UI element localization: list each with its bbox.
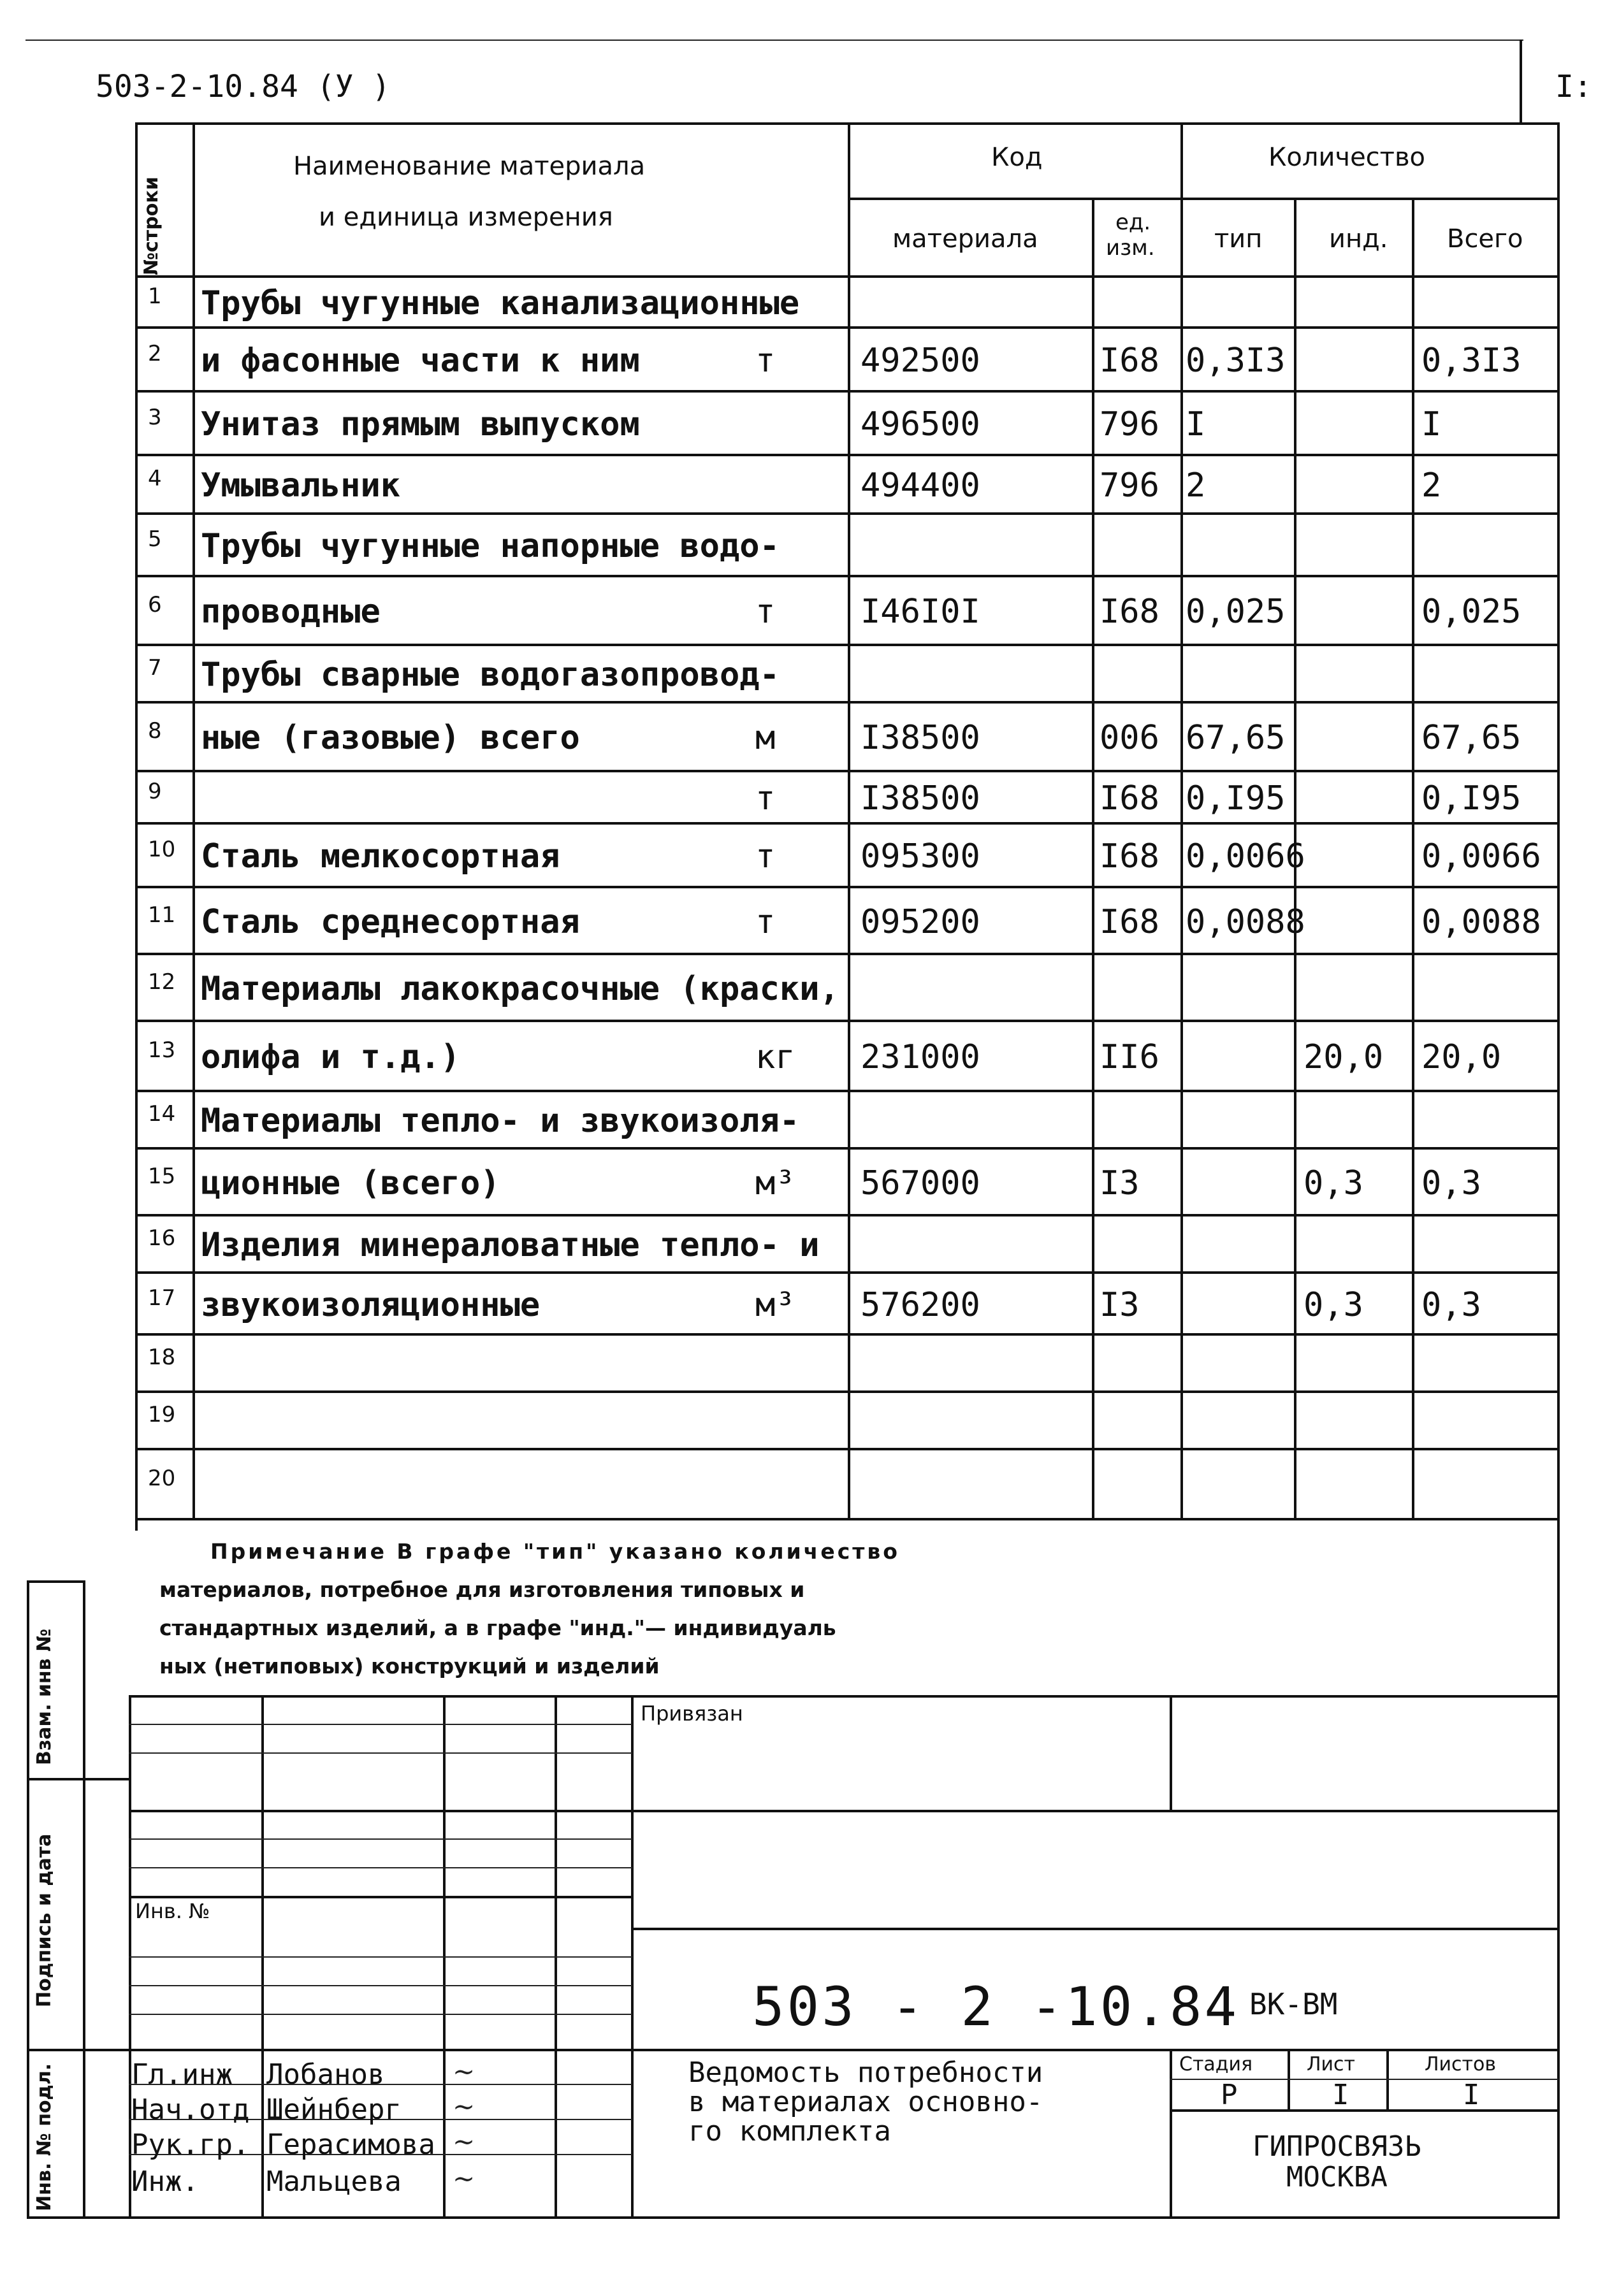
signatory-name: Герасимова xyxy=(266,2128,435,2161)
cell-name: проводные xyxy=(201,593,381,631)
cell-unit: м xyxy=(755,719,776,757)
cell-uom: II6 xyxy=(1100,1038,1159,1076)
stamp-line-top xyxy=(129,1695,1560,1698)
signatory-name: Мальцева xyxy=(266,2165,402,2198)
row-line xyxy=(135,701,1560,704)
sheet-value: I xyxy=(1332,2079,1349,2111)
top-border xyxy=(25,40,1523,41)
header-mid-line xyxy=(848,198,1560,200)
cell-total: 0,3I3 xyxy=(1421,342,1521,380)
side-strip-top xyxy=(27,1580,84,1583)
header-material: материала xyxy=(892,224,1038,254)
cell-uom: I3 xyxy=(1100,1285,1140,1324)
cell-uom: I68 xyxy=(1100,779,1159,818)
col-divider-uom xyxy=(1180,122,1183,1518)
header-row-number: №строки xyxy=(140,177,163,275)
side-label-signature-date: Подпись и дата xyxy=(33,1833,55,2007)
header-bottom-line xyxy=(135,275,1560,278)
stamp-document-code: 503 - 2 -10.84 xyxy=(752,1975,1240,2038)
cell-uom: I3 xyxy=(1100,1164,1140,1202)
table-right-border xyxy=(1557,122,1560,2219)
cell-unit: т xyxy=(755,837,776,876)
row-number: 9 xyxy=(148,779,162,804)
cell-total: 0,0066 xyxy=(1421,837,1541,876)
row-number: 3 xyxy=(148,405,162,430)
row-number: 8 xyxy=(148,718,162,744)
cell-code: 095300 xyxy=(860,837,980,876)
cell-type: I xyxy=(1186,405,1206,444)
row-line xyxy=(135,770,1560,772)
document-code-top: 503-2-10.84 (У ) xyxy=(96,69,391,105)
row-line xyxy=(135,1147,1560,1150)
cell-code: 095200 xyxy=(860,902,980,941)
cell-uom: I68 xyxy=(1100,593,1159,631)
cell-name: Трубы чугунные канализационные xyxy=(201,284,800,322)
row-line xyxy=(135,390,1560,393)
cell-total: 0,0088 xyxy=(1421,902,1541,941)
cell-total: 0,3 xyxy=(1421,1285,1481,1324)
side-strip-sep-2 xyxy=(27,2049,129,2051)
note-line-2: материалов, потребное для изготовления типовых и xyxy=(159,1577,805,1602)
cell-type: 0,0088 xyxy=(1186,902,1305,941)
row-line xyxy=(135,512,1560,515)
row-number: 2 xyxy=(148,341,162,366)
cell-code: 231000 xyxy=(860,1038,980,1076)
col-divider-rowno xyxy=(192,122,195,1518)
cell-uom: I68 xyxy=(1100,342,1159,380)
cell-total: 67,65 xyxy=(1421,719,1521,757)
row-line xyxy=(135,1214,1560,1217)
cell-total: 0,025 xyxy=(1421,593,1521,631)
cell-uom: I68 xyxy=(1100,837,1159,876)
cell-unit: т xyxy=(755,593,776,631)
cell-name: Трубы чугунные напорные водо- xyxy=(201,527,780,565)
cell-code: I38500 xyxy=(860,719,980,757)
row-number: 18 xyxy=(148,1345,176,1370)
cell-name: звукоизоляционные xyxy=(201,1285,541,1324)
cell-name: ные (газовые) всего xyxy=(201,719,580,757)
organization-line-1: ГИПРОСВЯЗЬ xyxy=(1252,2130,1421,2163)
row-line xyxy=(135,1518,1560,1520)
row-number: 11 xyxy=(148,902,176,928)
stamp-line-b xyxy=(129,1752,632,1754)
cell-unit: м³ xyxy=(755,1285,795,1324)
cell-type: 2 xyxy=(1186,466,1206,505)
organization xyxy=(1252,2132,1421,2193)
cell-name: Унитаз прямым выпуском xyxy=(201,405,640,444)
cell-uom: I68 xyxy=(1100,902,1159,941)
cell-code: I38500 xyxy=(860,779,980,818)
note-line-4: ных (нетиповых) конструкций и изделий xyxy=(159,1654,660,1679)
side-strip-left xyxy=(27,1580,29,2218)
cell-type: 0,0066 xyxy=(1186,837,1305,876)
cell-type: 0,I95 xyxy=(1186,779,1286,818)
signatory-role: Нач.отд xyxy=(131,2093,250,2126)
stamp-line-a xyxy=(129,1724,632,1725)
stamp-title xyxy=(688,2058,1043,2147)
signatory-name: Лобанов xyxy=(266,2058,385,2091)
row-number: 20 xyxy=(148,1466,176,1491)
row-number: 17 xyxy=(148,1285,176,1311)
row-line xyxy=(135,1448,1560,1450)
sheets-label: Листов xyxy=(1425,2053,1497,2076)
side-label-replaced-inv: Взам. инв № xyxy=(33,1628,55,1765)
cell-uom: 796 xyxy=(1100,466,1159,505)
col-divider-name xyxy=(848,122,850,1518)
cell-ind: 20,0 xyxy=(1303,1038,1384,1076)
table-left-border xyxy=(135,122,138,1531)
cell-name: олифа и т.д.) xyxy=(201,1038,460,1076)
header-type: тип xyxy=(1214,224,1263,254)
cell-type: 0,3I3 xyxy=(1186,342,1286,380)
row-line xyxy=(135,1390,1560,1393)
cell-code: 496500 xyxy=(860,405,980,444)
page-corner-number: I: xyxy=(1555,69,1592,105)
row-line xyxy=(135,953,1560,955)
stamp-line-c xyxy=(129,1810,1560,1812)
row-line xyxy=(135,1090,1560,1092)
signatory-role: Инж. xyxy=(131,2165,199,2198)
stamp-line-j xyxy=(129,2014,632,2015)
signature-mark: ~ xyxy=(453,2126,476,2157)
row-number: 6 xyxy=(148,592,162,617)
stamp-title-line-1: Ведомость потребности xyxy=(688,2056,1043,2089)
cell-total: 0,3 xyxy=(1421,1164,1481,1202)
header-top-line xyxy=(135,122,1560,125)
row-number: 15 xyxy=(148,1163,176,1189)
row-line xyxy=(135,326,1560,329)
cell-type: 67,65 xyxy=(1186,719,1286,757)
row-line xyxy=(135,1271,1560,1274)
row-line xyxy=(135,1020,1560,1022)
header-ind: инд. xyxy=(1329,224,1388,254)
stamp-line-i xyxy=(129,1985,632,1986)
cell-unit: т xyxy=(755,902,776,941)
cell-name: Материалы тепло- и звукоизоля- xyxy=(201,1102,800,1140)
side-strip-sep-1 xyxy=(27,1778,129,1780)
stamp-line-g xyxy=(631,1928,1560,1930)
stamp-title-line-3: го комплекта xyxy=(688,2115,891,2148)
privyazan-label: Привязан xyxy=(641,1701,743,1726)
row-line xyxy=(135,644,1560,646)
cell-name: Сталь мелкосортная xyxy=(201,837,560,876)
row-number: 14 xyxy=(148,1101,176,1127)
organization-line-2: МОСКВА xyxy=(1286,2161,1388,2194)
cell-code: 576200 xyxy=(860,1285,980,1324)
stamp-line-d xyxy=(129,1838,632,1840)
cell-code: 492500 xyxy=(860,342,980,380)
row-number: 1 xyxy=(148,284,162,309)
stage-box-left xyxy=(1170,2049,1172,2218)
cell-name: Трубы сварные водогазопровод- xyxy=(201,656,780,694)
signature-mark: ~ xyxy=(453,2056,476,2087)
header-name-line1: Наименование материала xyxy=(293,152,646,181)
cell-name: Материалы лакокрасочные (краски, xyxy=(201,969,839,1008)
cell-name: и фасонные части к ним xyxy=(201,342,640,380)
cell-ind: 0,3 xyxy=(1303,1164,1363,1202)
cell-code: I46I0I xyxy=(860,593,980,631)
header-name-line2: и единица измерения xyxy=(319,203,613,232)
stamp-line-h xyxy=(129,1956,632,1958)
header-code: Код xyxy=(991,143,1043,172)
header-total: Всего xyxy=(1447,224,1523,254)
row-number: 12 xyxy=(148,969,176,995)
cell-name: ционные (всего) xyxy=(201,1164,500,1202)
row-number: 13 xyxy=(148,1037,176,1063)
signatory-role: Рук.гр. xyxy=(131,2128,250,2161)
stamp-line-bottom xyxy=(27,2216,1560,2219)
cell-total: I xyxy=(1421,405,1442,444)
cell-code: 567000 xyxy=(860,1164,980,1202)
stamp-line-f xyxy=(129,1896,632,1898)
cell-total: 20,0 xyxy=(1421,1038,1502,1076)
row-number: 10 xyxy=(148,837,176,862)
sheets-value: I xyxy=(1463,2079,1480,2111)
stamp-document-suffix: ВК-ВМ xyxy=(1249,1987,1338,2021)
side-strip-right xyxy=(83,1580,85,2218)
stamp-col-privyazan xyxy=(1170,1695,1172,1810)
stamp-line-e xyxy=(129,1867,632,1868)
signatory-name: Шейнберг xyxy=(266,2093,402,2126)
stamp-title-line-2: в материалах основно- xyxy=(688,2086,1043,2119)
stamp-line-k xyxy=(129,2049,1560,2051)
cell-uom: 006 xyxy=(1100,719,1159,757)
col-divider-ind xyxy=(1412,198,1414,1518)
col-divider-code xyxy=(1092,198,1094,1518)
row-line xyxy=(135,575,1560,577)
cell-uom: 796 xyxy=(1100,405,1159,444)
cell-type: 0,025 xyxy=(1186,593,1286,631)
cell-total: 0,I95 xyxy=(1421,779,1521,818)
row-number: 4 xyxy=(148,466,162,491)
row-number: 19 xyxy=(148,1402,176,1427)
cell-name: Сталь среднесортная xyxy=(201,902,580,941)
sheet-label: Лист xyxy=(1307,2053,1356,2076)
row-line xyxy=(135,886,1560,888)
stage-label: Стадия xyxy=(1179,2053,1253,2076)
cell-unit: т xyxy=(755,342,776,380)
corner-divider xyxy=(1520,40,1522,122)
cell-total: 2 xyxy=(1421,466,1442,505)
row-number: 16 xyxy=(148,1225,176,1251)
stage-value: Р xyxy=(1221,2079,1238,2111)
row-line xyxy=(135,454,1560,456)
cell-name: Изделия минераловатные тепло- и xyxy=(201,1226,820,1264)
cell-unit: кг xyxy=(755,1038,795,1076)
cell-unit: м³ xyxy=(755,1164,795,1202)
side-label-original-inv: Инв. № подл. xyxy=(33,2063,55,2211)
signature-mark: ~ xyxy=(453,2091,476,2122)
cell-ind: 0,3 xyxy=(1303,1285,1363,1324)
cell-unit: т xyxy=(755,779,776,818)
cell-name: Умывальник xyxy=(201,466,401,505)
signatory-role: Гл.инж xyxy=(131,2058,233,2091)
note-line-3: стандартных изделий, а в графе "инд."— индивидуаль xyxy=(159,1615,836,1640)
signature-mark: ~ xyxy=(453,2163,476,2194)
header-quantity: Количество xyxy=(1268,143,1426,172)
row-line xyxy=(135,1333,1560,1336)
row-number: 5 xyxy=(148,526,162,552)
row-line xyxy=(135,822,1560,825)
row-number: 7 xyxy=(148,655,162,681)
inv-no-label: Инв. № xyxy=(135,1899,210,1923)
header-unit-line1: ед. xyxy=(1115,210,1151,235)
header-unit-line2: изм. xyxy=(1106,235,1155,261)
note-line-1: Примечание В графе "тип" указано количество xyxy=(210,1539,900,1564)
cell-code: 494400 xyxy=(860,466,980,505)
